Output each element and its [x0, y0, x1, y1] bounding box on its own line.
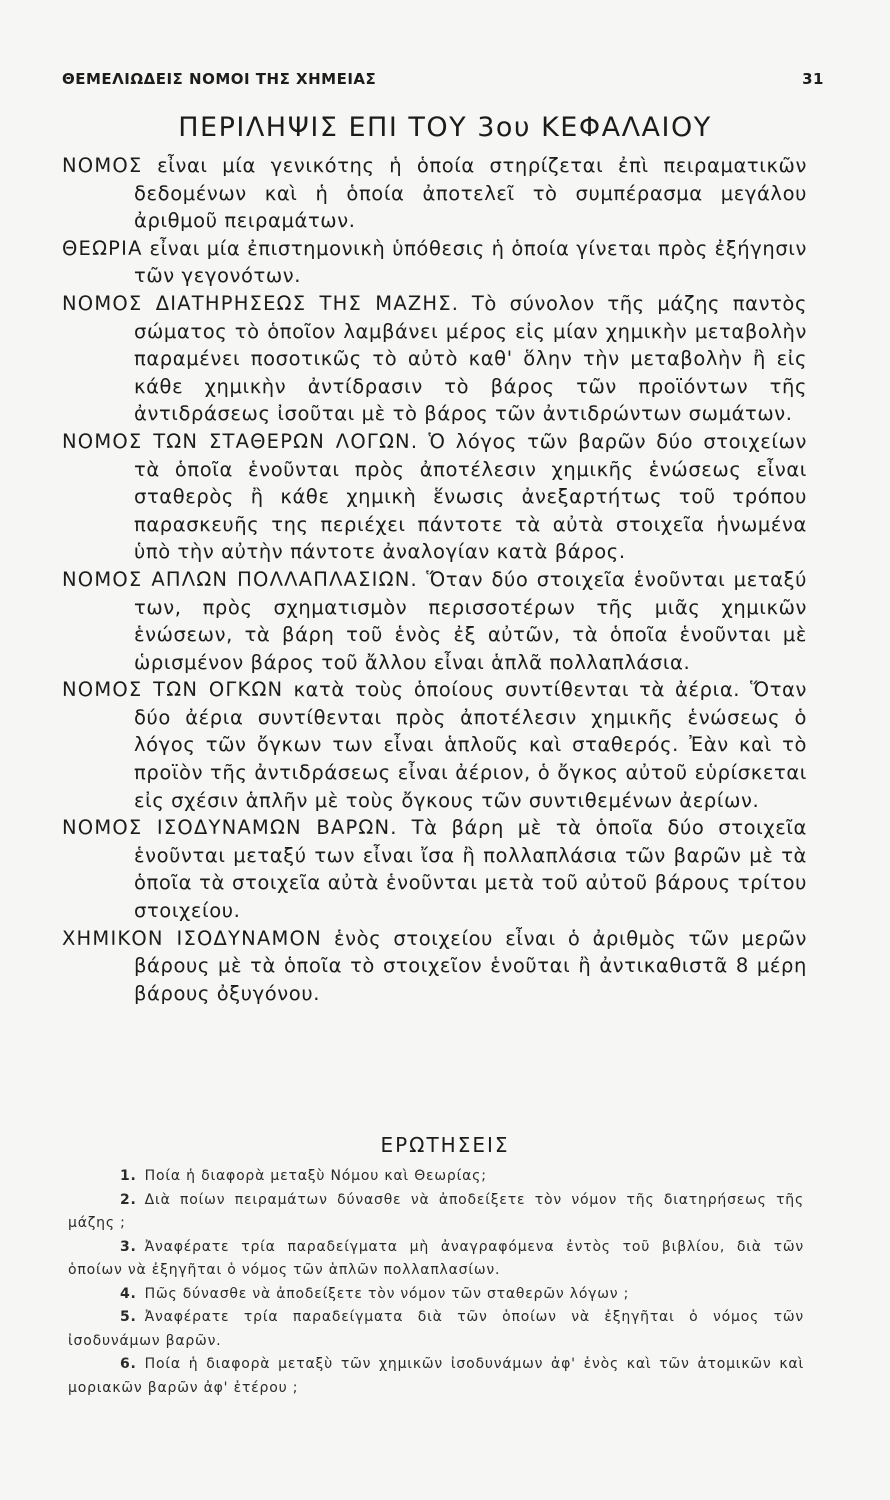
question-text: Πῶς δύνασθε νὰ ἀποδείξετε τὸν νόμον τῶν σταθερῶν λόγων ; [144, 1285, 630, 1302]
question-number: 4. [120, 1285, 137, 1302]
law-entry [62, 428, 807, 566]
law-entry [62, 925, 807, 1008]
question-number: 1. [120, 1168, 137, 1184]
summary-title: ΠΕΡΙΛΗΨΙΣ ΕΠΙ ΤΟΥ 3ου ΚΕΦΑΛΑΙΟΥ [178, 112, 712, 143]
law-entry [62, 290, 807, 428]
question-number: 6. [120, 1356, 137, 1372]
question-number: 5. [120, 1309, 137, 1325]
question-text: Ἀναφέρατε τρία παραδείγματα μὴ ἀναγραφόμενα ἐντὸς τοῦ βιβλίου, διὰ τῶν ὁποίων νὰ ἐξηγῆται ὁ νόμος τῶν ἁπλῶν πολλαπλασίων. [68, 1238, 804, 1278]
law-text: Τὸ σύνολον τῆς μάζης παντὸς σώματος τὸ ὁποῖον λαμβάνει μέρος εἰς μίαν χημικὴν μεταβολὴν παραμένει ποσοτικῶς τὸ αὐτὸ καθ' ὅλην τὴν μεταβολὴν ἢ εἰς κάθε χημικὴν ἀντίδρασιν τὸ βάρος τῶν προϊόντων τῆς ἀντιδράσεως ἰσοῦται μὲ τὸ βάρος τῶν ἀντιδρώντων σωμάτων. [134, 291, 807, 426]
law-term: ΝΟΜΟΣ [62, 154, 143, 177]
law-term: ΝΟΜΟΣ ΙΣΟΔΥΝΑΜΩΝ ΒΑΡΩΝ. [62, 816, 398, 840]
law-term: ΝΟΜΟΣ ΔΙΑΤΗΡΗΣΕΩΣ ΤΗΣ ΜΑΖΗΣ. [62, 291, 460, 315]
law-entry [62, 814, 807, 924]
question-number: 3. [120, 1238, 137, 1255]
law-text: Ὅταν δύο στοιχεῖα ἑνοῦνται μεταξύ των, πρὸς σχηματισμὸν περισσοτέρων τῆς μιᾶς χημικῶν ἑνώσεων, τὰ βάρη τοῦ ἑνὸς ἐξ αὐτῶν, τὰ ὁποῖα ἑνοῦνται μὲ ὡρισμένον βάρος τοῦ ἄλλου εἶναι ἁπλᾶ πολλαπλάσια. [134, 567, 807, 674]
law-entry [62, 566, 807, 676]
questions-title: ΕΡΩΤΗΣΕΙΣ [380, 1133, 510, 1157]
running-header [62, 70, 824, 88]
law-term: ΝΟΜΟΣ ΤΩΝ ΟΓΚΩΝ [62, 678, 284, 702]
question-text: Ἀναφέρατε τρία παραδείγματα διὰ τῶν ὁποίων νὰ ἐξηγῆται ὁ νόμος τῶν ἰσοδυνάμων βαρῶν. [68, 1309, 804, 1349]
question-item [68, 1189, 804, 1236]
law-text: Τὰ βάρη μὲ τὰ ὁποῖα δύο στοιχεῖα ἑνοῦνται μεταξύ των εἶναι ἴσα ἢ πολλαπλάσια τῶν βαρῶν μὲ τὰ ὁποῖα τὰ στοιχεῖα αὐτὰ ἑνοῦνται μετὰ τοῦ αὐτοῦ βάρους τρίτου στοιχείου. [134, 816, 807, 923]
question-number: 2. [120, 1191, 137, 1208]
page-number: 31 [802, 70, 824, 88]
question-item [68, 1306, 804, 1353]
running-title: ΘΕΜΕΛΙΩΔΕΙΣ ΝΟΜΟΙ ΤΗΣ ΧΗΜΕΙΑΣ [62, 70, 377, 88]
law-entry [62, 152, 807, 235]
law-entry [62, 235, 807, 290]
question-item [68, 1283, 804, 1307]
law-entry [62, 676, 807, 814]
question-item [68, 1165, 804, 1189]
law-text: εἶναι μία ἐπιστημονικὴ ὑπόθεσις ἡ ὁποία γίνεται πρὸς ἐξήγησιν τῶν γεγονότων. [134, 236, 807, 288]
law-term: ΝΟΜΟΣ ΤΩΝ ΣΤΑΘΕΡΩΝ ΛΟΓΩΝ. [62, 429, 419, 453]
law-term: ΝΟΜΟΣ ΑΠΛΩΝ ΠΟΛΛΑΠΛΑΣΙΩΝ. [62, 567, 418, 591]
question-text: Διὰ ποίων πειραμάτων δύνασθε νὰ ἀποδείξετε τὸν νόμον τῆς διατηρήσεως τῆς μάζης ; [68, 1191, 804, 1231]
laws-list [62, 152, 807, 1007]
law-text: κατὰ τοὺς ὁποίους συντίθενται τὰ ἀέρια. Ὅταν δύο ἀέρια συντίθενται πρὸς ἀποτέλεσιν χημικῆς ἑνώσεως ὁ λόγος τῶν ὄγκων των εἶναι ἁπλοῦς καὶ σταθερός. Ἐὰν καὶ τὸ προϊὸν τῆς ἀντιδράσεως εἶναι ἀέριον, ὁ ὄγκος αὐτοῦ εὑρίσκεται εἰς σχέσιν ἁπλῆν μὲ τοὺς ὄγκους τῶν συντιθεμένων ἀερίων. [134, 678, 807, 812]
law-text: εἶναι μία γενικότης ἡ ὁποία στηρίζεται ἐπὶ πειραματικῶν δεδομένων καὶ ἡ ὁποία ἀποτελεῖ τὸ συμπέρασμα μεγάλου ἀριθμοῦ πειραμάτων. [134, 154, 807, 233]
question-item [68, 1353, 804, 1400]
law-text: ἑνὸς στοιχείου εἶναι ὁ ἀριθμὸς τῶν μερῶν βάρους μὲ τὰ ὁποῖα τὸ στοιχεῖον ἑνοῦται ἢ ἀντικαθιστᾶ 8 μέρη βάρους ὀξυγόνου. [134, 926, 807, 1005]
law-text: Ὁ λόγος τῶν βαρῶν δύο στοιχείων τὰ ὁποῖα ἑνοῦνται πρὸς ἀποτέλεσιν χημικῆς ἑνώσεως εἶναι σταθερὸς ἢ κάθε χημικὴ ἕνωσις ἀνεξαρτήτως τοῦ τρόπου παρασκευῆς της περιέχει πάντοτε τὰ αὐτὰ στοιχεῖα ἡνωμένα ὑπὸ τὴν αὐτὴν πάντοτε ἀναλογίαν κατὰ βάρος. [134, 429, 808, 564]
question-item [68, 1236, 804, 1283]
question-text: Ποία ἡ διαφορὰ μεταξὺ Νόμου καὶ Θεωρίας; [144, 1168, 487, 1184]
law-term: ΘΕΩΡΙΑ [62, 236, 143, 260]
question-text: Ποία ἡ διαφορὰ μεταξὺ τῶν χημικῶν ἰσοδυνάμων ἀφ' ἑνὸς καὶ τῶν ἀτομικῶν καὶ μοριακῶν βαρῶν ἀφ' ἑτέρου ; [68, 1356, 804, 1396]
law-term: ΧΗΜΙΚΟΝ ΙΣΟΔΥΝΑΜΟΝ [62, 926, 322, 950]
questions-list [68, 1165, 804, 1400]
